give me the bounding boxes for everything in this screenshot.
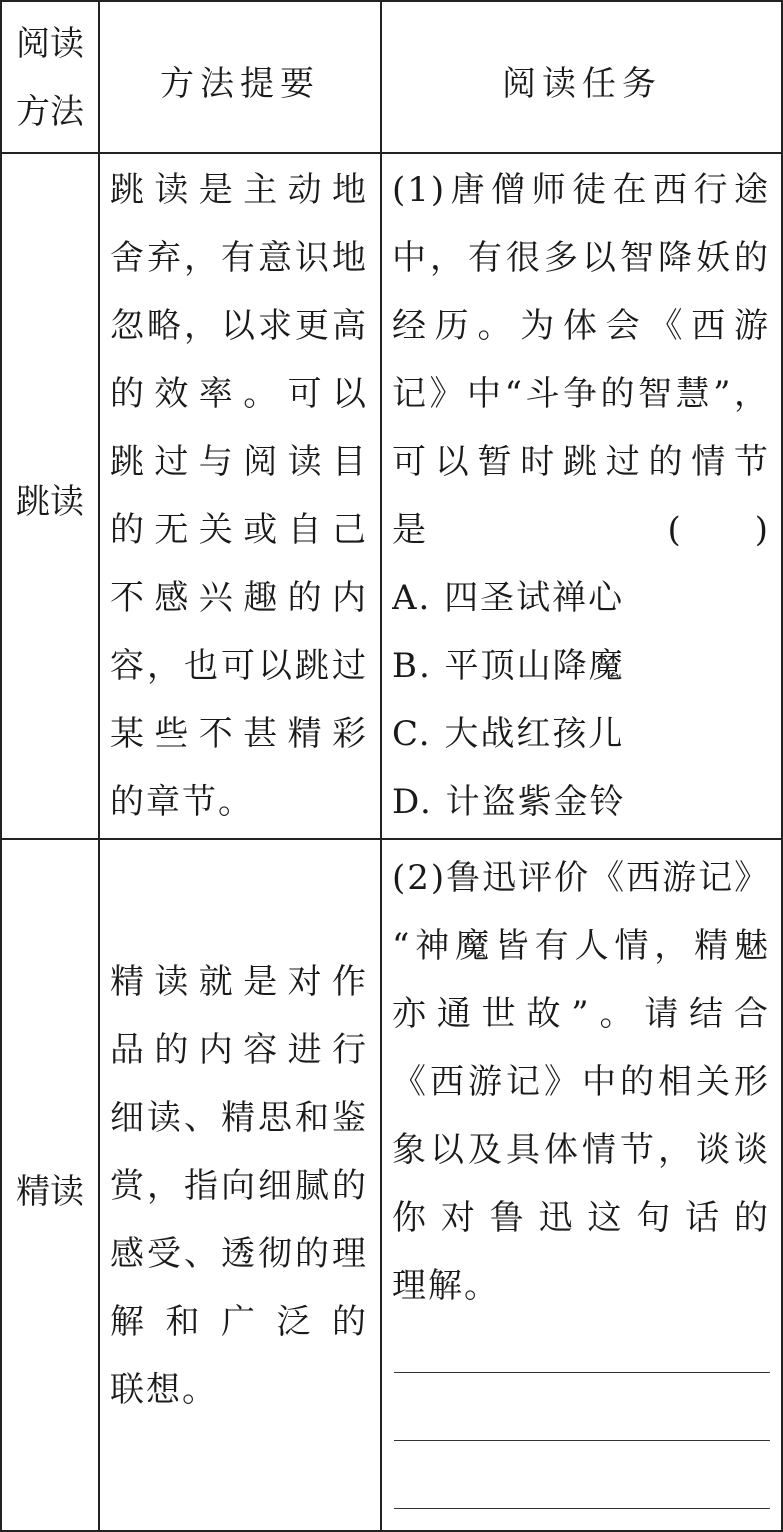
row2-summary-line: 解和广泛的 — [110, 1302, 368, 1342]
header-divider — [2, 152, 781, 154]
row1-summary-line: 某些不甚精彩 — [110, 714, 368, 754]
option-d[interactable]: D. 计盗紫金铃 — [392, 782, 626, 822]
row1-summary-line: 跳读是主动地 — [110, 170, 368, 210]
header-summary-label: 方法提要 — [160, 64, 320, 104]
row1-summary-line: 的章节。 — [110, 782, 254, 822]
row2-summary-line: 细读、精思和鉴 — [110, 1098, 368, 1138]
row2-task-line: 《西游记》中的相关形 — [392, 1062, 770, 1102]
row2-summary-line: 精读就是对作 — [110, 962, 368, 1002]
header-method-line1: 阅读 — [16, 24, 84, 64]
row1-summary-line: 忽略，以求更高 — [110, 306, 368, 346]
option-a[interactable]: A. 四圣试禅心 — [392, 578, 625, 618]
row1-summary-line: 容，也可以跳过 — [110, 646, 368, 686]
header-method-label — [2, 10, 98, 146]
row1-task-line: 记》中“斗争的智慧”， — [392, 374, 770, 414]
answer-bracket[interactable]: ( ) — [667, 510, 770, 550]
row2-summary-line: 联想。 — [110, 1370, 218, 1410]
row1-task-last-text: 是 — [392, 510, 428, 550]
row2-summary — [110, 948, 368, 1424]
row2-task-line: (2)鲁迅评价《西游记》 — [392, 858, 770, 898]
row2-task-line: “神魔皆有人情，精魅 — [392, 926, 770, 966]
answer-blank-line-2[interactable] — [394, 1440, 770, 1441]
answer-blank-line-1[interactable] — [394, 1372, 770, 1373]
row2-summary-line: 赏，指向细腻的 — [110, 1166, 368, 1206]
row1-method-name: 跳读 — [16, 482, 84, 522]
row2-method-name: 精读 — [16, 1172, 84, 1212]
answer-blank-line-3[interactable] — [394, 1508, 770, 1509]
row-divider — [2, 838, 781, 840]
row1-task-line: 可以暂时跳过的情节 — [392, 442, 770, 482]
row2-summary-line: 品的内容进行 — [110, 1030, 368, 1070]
row2-task-line: 亦通世故”。请结合 — [392, 994, 770, 1034]
row2-task — [392, 844, 770, 1320]
row2-task-line: 象以及具体情节，谈谈 — [392, 1130, 770, 1170]
row2-summary-line: 感受、透彻的理 — [110, 1234, 368, 1274]
row1-task-line: (1)唐僧师徒在西行途 — [392, 170, 770, 210]
option-b[interactable]: B. 平顶山降魔 — [392, 646, 625, 686]
column-divider-2 — [380, 2, 382, 1530]
row2-task-line: 你对鲁迅这句话的 — [392, 1198, 770, 1238]
header-task-label: 阅读任务 — [502, 64, 662, 104]
row1-summary-line: 不感兴趣的内 — [110, 578, 368, 618]
column-divider-1 — [98, 2, 100, 1530]
row1-summary-line: 的效率。可以 — [110, 374, 368, 414]
row1-task-answer-line — [392, 496, 770, 564]
header-method-line2: 方法 — [16, 92, 84, 132]
row1-task — [392, 156, 770, 836]
row1-summary-line: 舍弃，有意识地 — [110, 238, 368, 278]
row1-summary — [110, 156, 368, 836]
option-c[interactable]: C. 大战红孩儿 — [392, 714, 625, 754]
row1-summary-line: 的无关或自己 — [110, 510, 368, 550]
row2-task-line: 理解。 — [392, 1266, 500, 1306]
row1-task-line: 经历。为体会《西游 — [392, 306, 770, 346]
row1-task-line: 中，有很多以智降妖的 — [392, 238, 770, 278]
row1-summary-line: 跳过与阅读目 — [110, 442, 368, 482]
